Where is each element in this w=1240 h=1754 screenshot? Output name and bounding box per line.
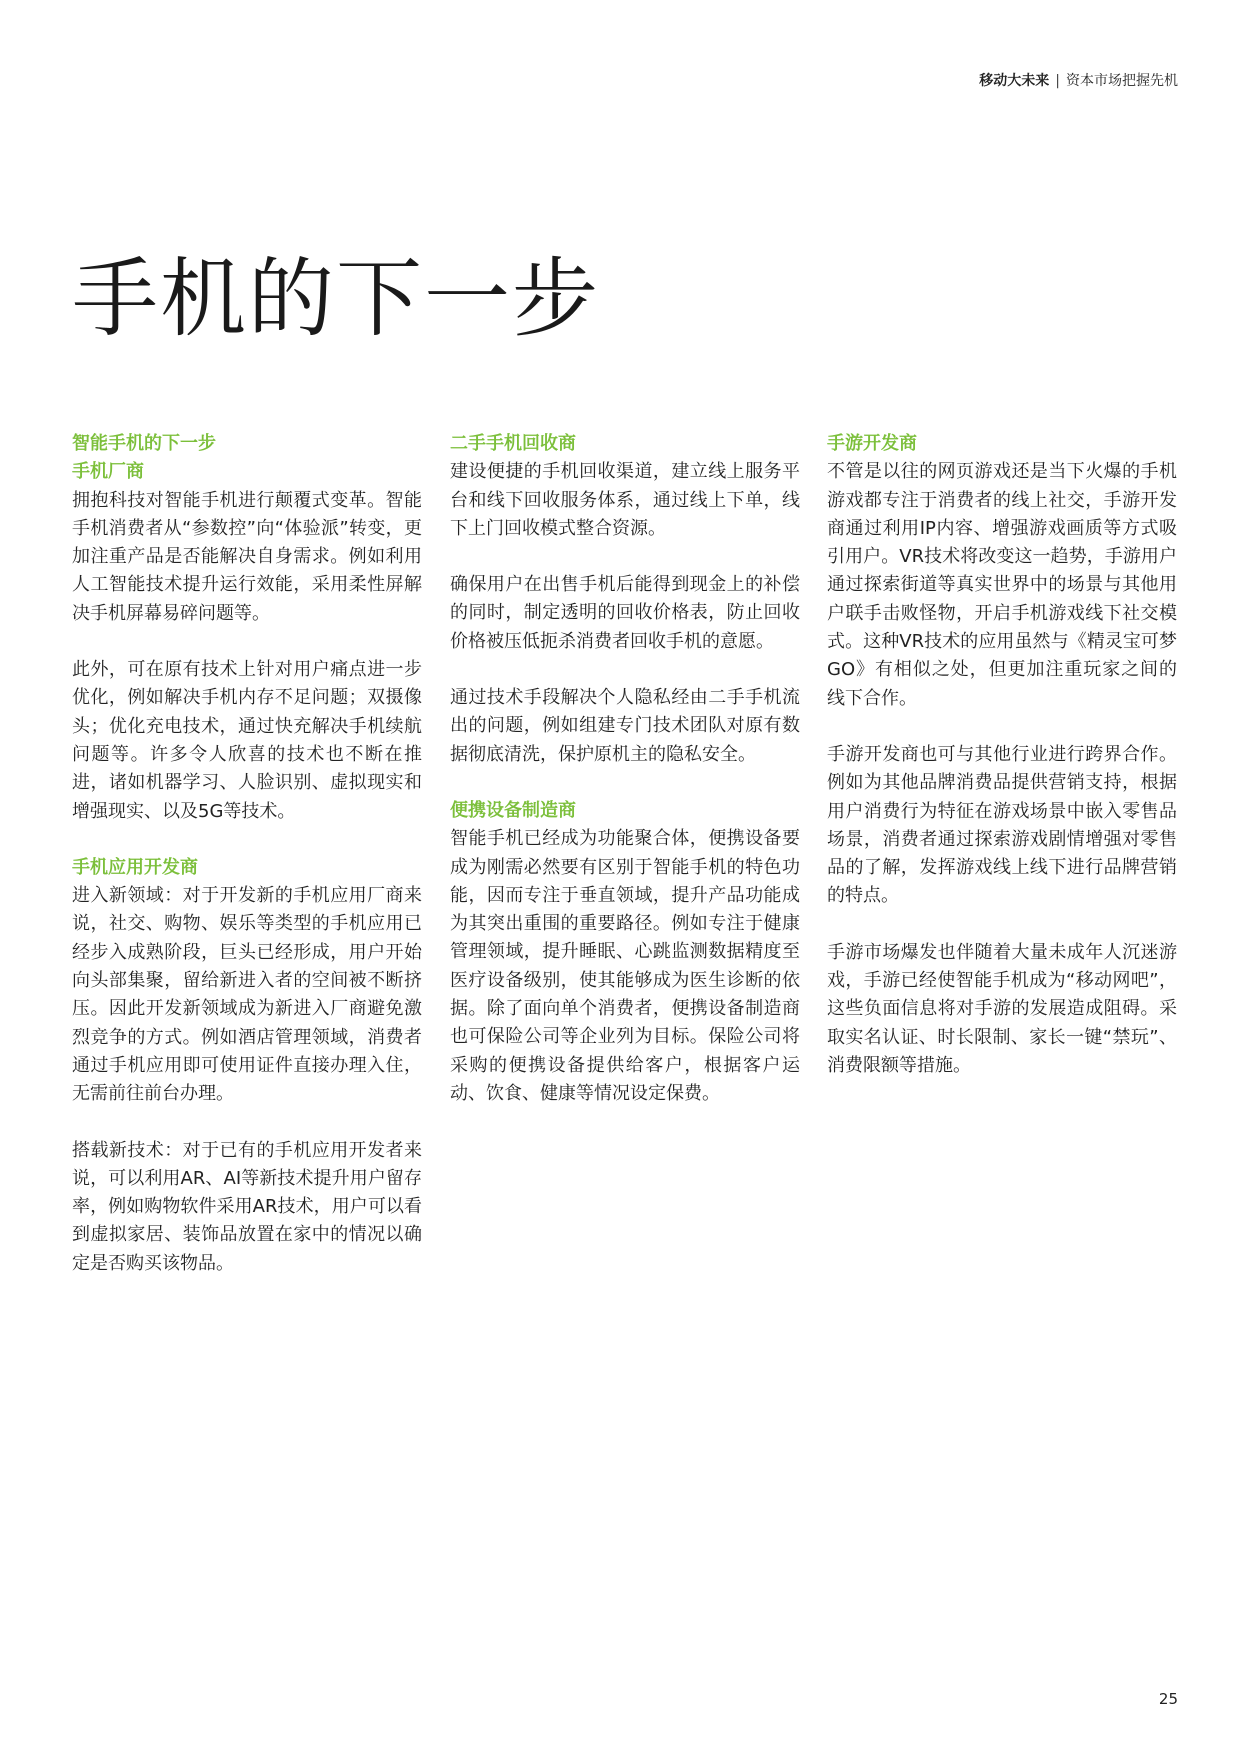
paragraph: 搭载新技术：对于已有的手机应用开发者来说，可以利用AR、AI等新技术提升用户留存率，例如购物软件采用AR技术，用户可以看到虚拟家居、装饰品放置在家中的情况以确定是否购买该物品。 — [72, 1139, 422, 1274]
paragraph: 智能手机已经成为功能聚合体，便携设备要成为刚需必然要有区别于智能手机的特色功能，因而专注于垂直领域，提升产品功能成为其突出重围的重要路径。例如专注于健康管理领域，提升睡眠、心跳监测数据精度至医疗设备级别，使其能够成为医生诊断的依据。除了面向单个消费者，便携设备制造商也可保险公司等企业列为目标。保险公司将采购的便携设备提供给客户，根据客户运动、饮食、健康等情况设定保费。 — [450, 828, 800, 1104]
paragraph: 通过技术手段解决个人隐私经由二手手机流出的问题，例如组建专门技术团队对原有数据彻底清洗，保护原机主的隐私安全。 — [450, 687, 800, 765]
paragraph: 手游开发商也可与其他行业进行跨界合作。例如为其他品牌消费品提供营销支持，根据用户消费行为特征在游戏场景中嵌入零售品场景，消费者通过探索游戏剧情增强对零售品的了解，发挥游戏线上线下进行品牌营销的特点。 — [827, 743, 1177, 907]
page-number: 25 — [1158, 1690, 1178, 1708]
subsection-heading: 手游开发商 — [827, 433, 917, 454]
subsection-heading: 二手手机回收商 — [450, 433, 576, 454]
header-subtitle: 资本市场把握先机 — [1066, 73, 1178, 89]
header-separator: | — [1055, 73, 1060, 89]
header-brand: 移动大未来 — [979, 73, 1050, 89]
paragraph: 拥抱科技对智能手机进行颠覆式变革。智能手机消费者从“参数控”向“体验派”转变，更加注重产品是否能解决自身需求。例如利用人工智能技术提升运行效能，采用柔性屏解决手机屏幕易碎问题等。 — [72, 489, 422, 624]
paragraph: 不管是以往的网页游戏还是当下火爆的手机游戏都专注于消费者的线上社交，手游开发商通过利用IP内容、增强游戏画质等方式吸引用户。VR技术将改变这一趋势，手游用户通过探索街道等真实世界中的场景与其他用户联手击败怪物，开启手机游戏线下社交模式。这种VR技术的应用虽然与《精灵宝可梦GO》有相似之处，但更加注重玩家之间的线下合作。 — [827, 461, 1177, 709]
paragraph: 手游市场爆发也伴随着大量未成年人沉迷游戏，手游已经使智能手机成为“移动网吧”，这些负面信息将对手游的发展造成阻碍。采取实名认证、时长限制、家长一键“禁玩”、消费限额等措施。 — [827, 941, 1177, 1076]
section-heading: 智能手机的下一步 — [72, 433, 216, 454]
column-left — [72, 430, 422, 1278]
running-header — [979, 70, 1178, 90]
subsection-heading: 手机厂商 — [72, 461, 144, 483]
column-right — [827, 430, 1177, 1080]
subsection-heading: 便携设备制造商 — [450, 799, 576, 821]
paragraph: 建设便捷的手机回收渠道，建立线上服务平台和线下回收服务体系，通过线上下单，线下上门回收模式整合资源。 — [450, 461, 800, 539]
paragraph: 此外，可在原有技术上针对用户痛点进一步优化，例如解决手机内存不足问题；双摄像头；优化充电技术，通过快充解决手机续航问题等。许多令人欣喜的技术也不断在推进，诸如机器学习、人脸识别、虚拟现实和增强现实、以及5G等技术。 — [72, 659, 422, 822]
paragraph: 确保用户在出售手机后能得到现金上的补偿的同时，制定透明的回收价格表，防止回收价格被压低扼杀消费者回收手机的意愿。 — [450, 574, 800, 652]
paragraph: 进入新领域：对于开发新的手机应用厂商来说，社交、购物、娱乐等类型的手机应用已经步入成熟阶段，巨头已经形成，用户开始向头部集聚，留给新进入者的空间被不断挤压。因此开发新领域成为新进入厂商避免激烈竞争的方式。例如酒店管理领域，消费者通过手机应用即可使用证件直接办理入住，无需前往前台办理。 — [72, 885, 422, 1105]
page-title: 手机的下一步 — [72, 249, 600, 349]
subsection-heading: 手机应用开发商 — [72, 856, 198, 878]
column-middle — [450, 430, 800, 1108]
